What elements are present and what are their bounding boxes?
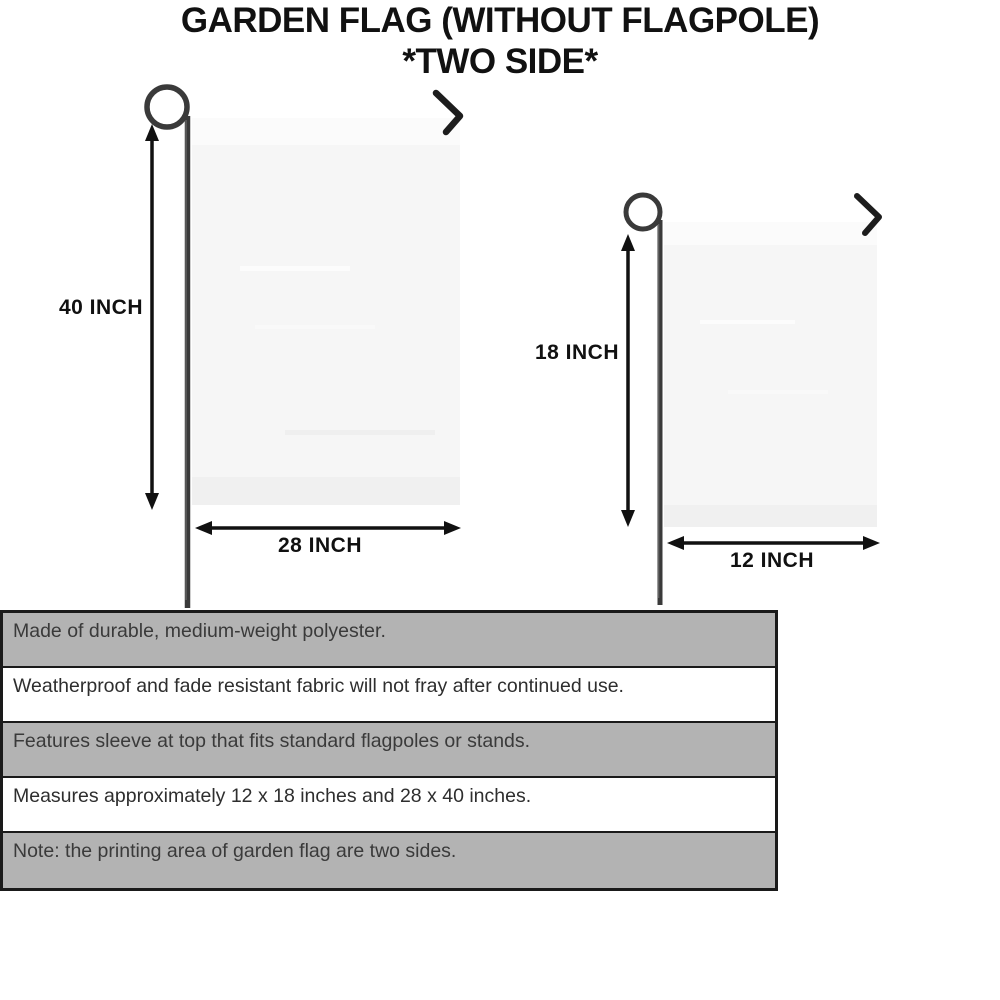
arrow-right-icon — [444, 521, 461, 535]
small-flag-bottom-shade — [664, 505, 877, 527]
small-flag-fold — [728, 390, 828, 394]
small-flag-figure — [621, 195, 880, 605]
arrow-right-icon — [863, 536, 880, 550]
large-flag-fold — [240, 266, 350, 271]
arrow-left-icon — [667, 536, 684, 550]
feature-row-measures: Measures approximately 12 x 18 inches and 28 x 40 inches. — [3, 778, 775, 833]
flagpole-loop-icon — [147, 87, 187, 127]
large-flag-fold — [285, 430, 435, 435]
small-flag-width-label: 12 INCH — [729, 549, 815, 572]
feature-row-weatherproof: Weatherproof and fade resistant fabric will not fray after continued use. — [3, 668, 775, 723]
arrow-down-icon — [145, 493, 159, 510]
large-flag-fabric — [192, 118, 460, 505]
large-flag-fold — [255, 325, 375, 329]
feature-row-material: Made of durable, medium-weight polyester. — [3, 613, 775, 668]
features-table — [0, 610, 778, 891]
large-flag-sleeve — [192, 118, 460, 145]
arrow-left-icon — [195, 521, 212, 535]
feature-row-note: Note: the printing area of garden flag are two sides. — [3, 833, 775, 888]
flagpole-loop-icon — [626, 195, 660, 229]
small-flag-fold — [700, 320, 795, 324]
feature-row-sleeve: Features sleeve at top that fits standard flagpoles or stands. — [3, 723, 775, 778]
small-flag-sleeve — [664, 222, 877, 245]
large-flag-bottom-shade — [192, 477, 460, 505]
small-flag-fabric — [664, 222, 877, 527]
large-flag-figure — [145, 87, 461, 608]
large-flag-height-label: 40 INCH — [58, 296, 144, 319]
title-line-2: *TWO SIDE* — [402, 42, 598, 81]
arrow-down-icon — [621, 510, 635, 527]
small-flag-height-label: 18 INCH — [534, 341, 620, 364]
arrow-up-icon — [621, 234, 635, 251]
large-flag-width-label: 28 INCH — [277, 534, 363, 557]
title-line-1: GARDEN FLAG (WITHOUT FLAGPOLE) — [180, 1, 820, 40]
